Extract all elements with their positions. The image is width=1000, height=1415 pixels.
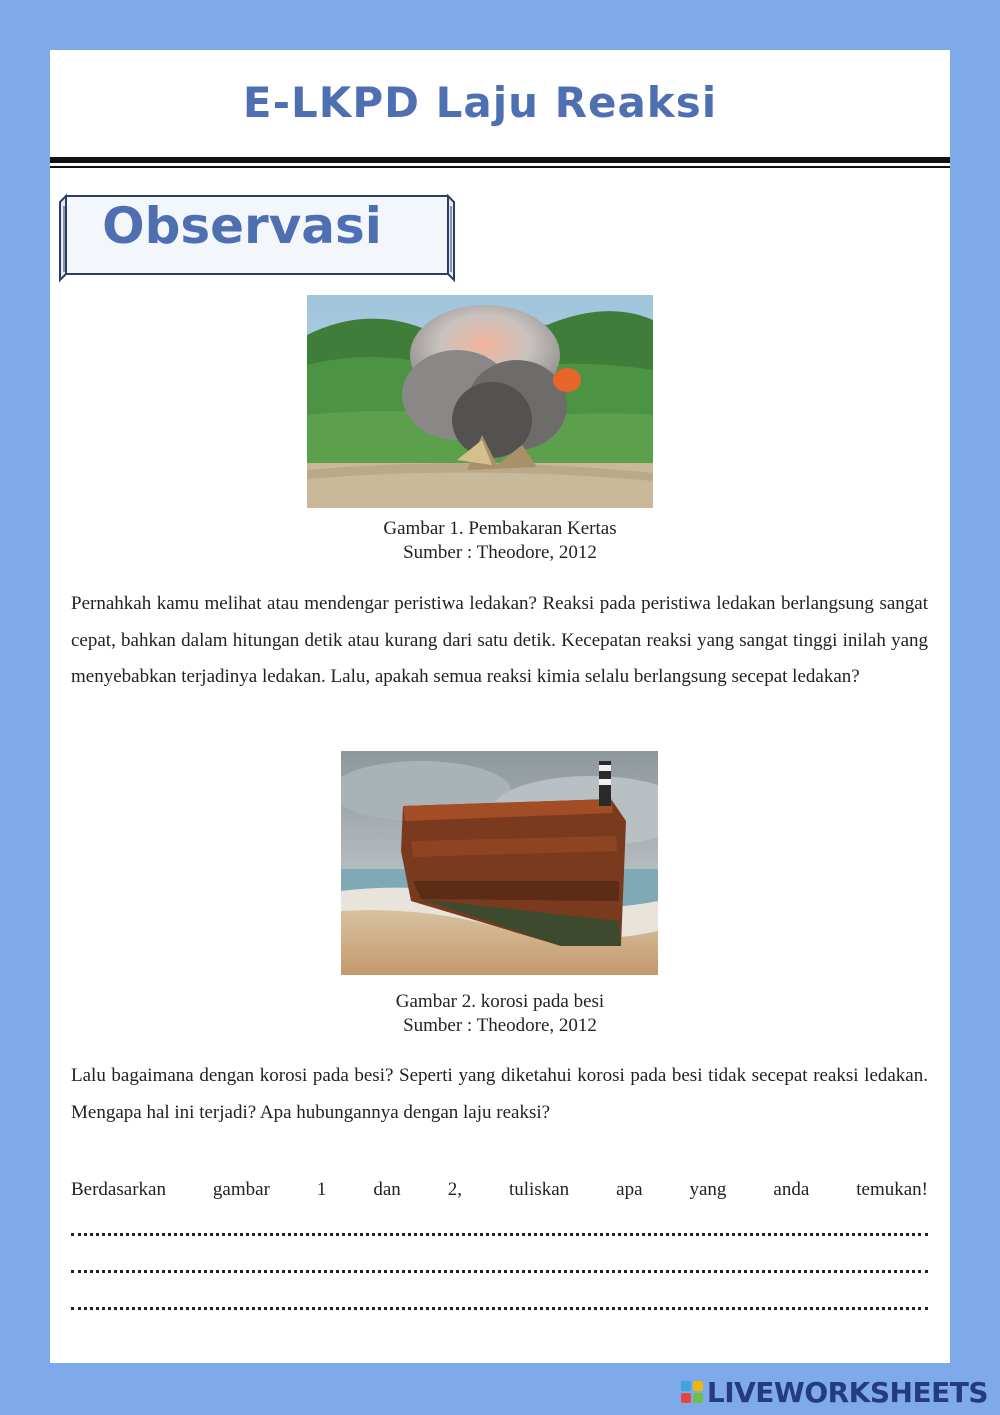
logo-square-3: [681, 1393, 691, 1403]
paragraph-corrosion: Lalu bagaimana dengan korosi pada besi? Seperti yang diketahui korosi pada besi tidak secepat reaksi ledakan. Mengapa hal ini terjadi? Apa hubungannya dengan laju reaksi?: [71, 1065, 928, 1123]
figure2-caption-title: Gambar 2. korosi pada besi: [395, 991, 605, 1012]
logo-square-1: [681, 1381, 691, 1391]
logo-square-4: [693, 1393, 703, 1403]
logo-square-2: [693, 1381, 703, 1391]
section-label: Observasi: [102, 197, 382, 255]
liveworksheets-logo-icon: [681, 1381, 703, 1403]
rusted-ship-photo: [341, 751, 658, 975]
explosion-photo: [307, 295, 653, 508]
header-divider-thin: [50, 166, 950, 168]
figure1-caption-title: Gambar 1. Pembakaran Kertas: [383, 518, 617, 539]
answer-input-2[interactable]: [71, 1244, 928, 1273]
answer-input-1[interactable]: [71, 1207, 928, 1236]
liveworksheets-brand[interactable]: [681, 1372, 988, 1412]
answer-input-3[interactable]: [71, 1281, 928, 1310]
figure1-caption-source: Sumber : Theodore, 2012: [403, 542, 597, 563]
paragraph-explosion: Pernahkah kamu melihat atau mendengar peristiwa ledakan? Reaksi pada peristiwa ledakan berlangsung sangat cepat, bahkan dalam hitungan detik atau kurang dari satu detik. Kecepatan reaksi yang sangat tinggi inilah yang menyebabkan terjadinya ledakan. Lalu, apakah semua reaksi kimia selalu berlangsung secepat ledakan?: [71, 593, 928, 687]
page-title: E-LKPD Laju Reaksi: [242, 78, 718, 127]
header-divider-thick: [50, 157, 950, 163]
instruction-text: Berdasarkan gambar 1 dan 2, tuliskan apa yang anda temukan!: [71, 1179, 928, 1200]
figure2-caption-source: Sumber : Theodore, 2012: [403, 1015, 597, 1036]
brand-name: LIVEWORKSHEETS: [706, 1375, 988, 1409]
section-banner: [58, 192, 456, 284]
